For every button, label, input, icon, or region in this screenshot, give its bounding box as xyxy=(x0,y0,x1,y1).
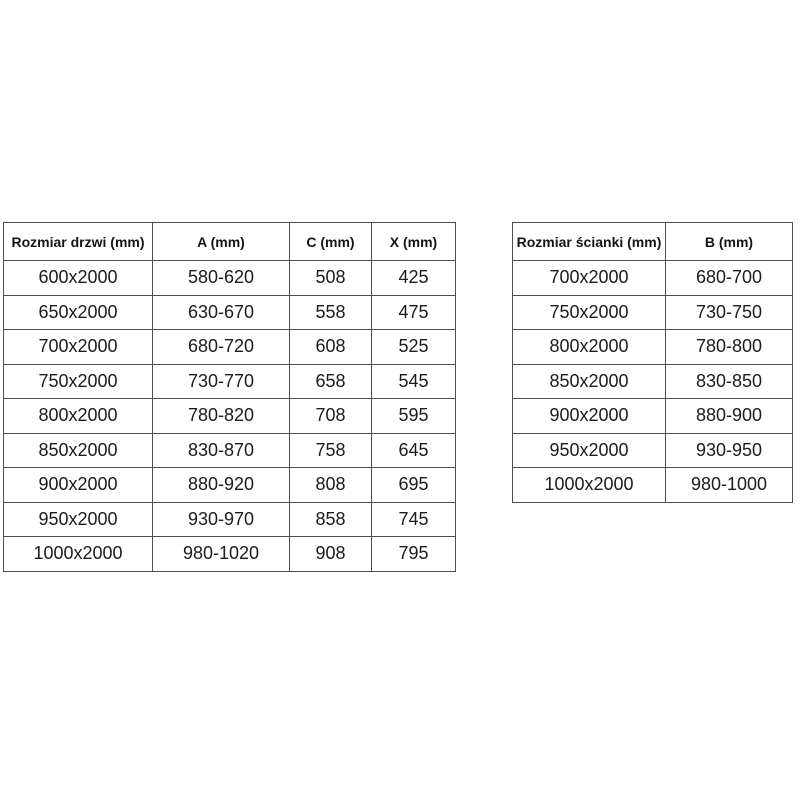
column-header-x-mm: X (mm) xyxy=(372,223,456,261)
table-row xyxy=(4,261,456,296)
cell-door-size: 650x2000 xyxy=(4,295,153,330)
table-row xyxy=(513,364,793,399)
cell-c-value: 808 xyxy=(290,468,372,503)
cell-c-value: 558 xyxy=(290,295,372,330)
cell-b-range: 980-1000 xyxy=(666,468,793,503)
cell-c-value: 858 xyxy=(290,502,372,537)
cell-a-range: 980-1020 xyxy=(153,537,290,572)
cell-x-value: 645 xyxy=(372,433,456,468)
cell-wall-size: 750x2000 xyxy=(513,295,666,330)
cell-wall-size: 800x2000 xyxy=(513,330,666,365)
cell-wall-size: 900x2000 xyxy=(513,399,666,434)
table-row xyxy=(513,330,793,365)
cell-a-range: 930-970 xyxy=(153,502,290,537)
table-row xyxy=(4,295,456,330)
table-row xyxy=(513,433,793,468)
cell-c-value: 658 xyxy=(290,364,372,399)
wall-sizes-table xyxy=(512,222,793,503)
cell-wall-size: 700x2000 xyxy=(513,261,666,296)
column-header-a-mm: A (mm) xyxy=(153,223,290,261)
cell-x-value: 745 xyxy=(372,502,456,537)
table-row xyxy=(4,433,456,468)
cell-a-range: 680-720 xyxy=(153,330,290,365)
cell-c-value: 758 xyxy=(290,433,372,468)
table-row xyxy=(4,364,456,399)
cell-wall-size: 950x2000 xyxy=(513,433,666,468)
cell-x-value: 545 xyxy=(372,364,456,399)
cell-a-range: 780-820 xyxy=(153,399,290,434)
cell-a-range: 630-670 xyxy=(153,295,290,330)
cell-door-size: 850x2000 xyxy=(4,433,153,468)
cell-c-value: 908 xyxy=(290,537,372,572)
cell-door-size: 950x2000 xyxy=(4,502,153,537)
table-row xyxy=(513,295,793,330)
column-header-rozmiar-drzwi: Rozmiar drzwi (mm) xyxy=(4,223,153,261)
cell-door-size: 1000x2000 xyxy=(4,537,153,572)
cell-door-size: 750x2000 xyxy=(4,364,153,399)
cell-wall-size: 1000x2000 xyxy=(513,468,666,503)
cell-x-value: 525 xyxy=(372,330,456,365)
door-sizes-table xyxy=(3,222,456,572)
cell-wall-size: 850x2000 xyxy=(513,364,666,399)
cell-b-range: 830-850 xyxy=(666,364,793,399)
table-row xyxy=(4,468,456,503)
table-row xyxy=(4,502,456,537)
table-row xyxy=(513,399,793,434)
column-header-rozmiar-scianki: Rozmiar ścianki (mm) xyxy=(513,223,666,261)
cell-x-value: 475 xyxy=(372,295,456,330)
table-row xyxy=(4,537,456,572)
cell-x-value: 795 xyxy=(372,537,456,572)
cell-a-range: 880-920 xyxy=(153,468,290,503)
table-row xyxy=(4,399,456,434)
table-row xyxy=(513,468,793,503)
cell-a-range: 730-770 xyxy=(153,364,290,399)
cell-b-range: 680-700 xyxy=(666,261,793,296)
cell-b-range: 880-900 xyxy=(666,399,793,434)
table-row xyxy=(4,330,456,365)
table-row xyxy=(513,261,793,296)
cell-x-value: 695 xyxy=(372,468,456,503)
cell-c-value: 508 xyxy=(290,261,372,296)
door-table-header-row xyxy=(4,223,456,261)
cell-c-value: 608 xyxy=(290,330,372,365)
column-header-b-mm: B (mm) xyxy=(666,223,793,261)
cell-b-range: 780-800 xyxy=(666,330,793,365)
cell-x-value: 595 xyxy=(372,399,456,434)
cell-door-size: 900x2000 xyxy=(4,468,153,503)
cell-door-size: 800x2000 xyxy=(4,399,153,434)
column-header-c-mm: C (mm) xyxy=(290,223,372,261)
cell-a-range: 830-870 xyxy=(153,433,290,468)
cell-door-size: 700x2000 xyxy=(4,330,153,365)
cell-door-size: 600x2000 xyxy=(4,261,153,296)
cell-b-range: 730-750 xyxy=(666,295,793,330)
cell-c-value: 708 xyxy=(290,399,372,434)
cell-a-range: 580-620 xyxy=(153,261,290,296)
cell-x-value: 425 xyxy=(372,261,456,296)
wall-table-header-row xyxy=(513,223,793,261)
cell-b-range: 930-950 xyxy=(666,433,793,468)
